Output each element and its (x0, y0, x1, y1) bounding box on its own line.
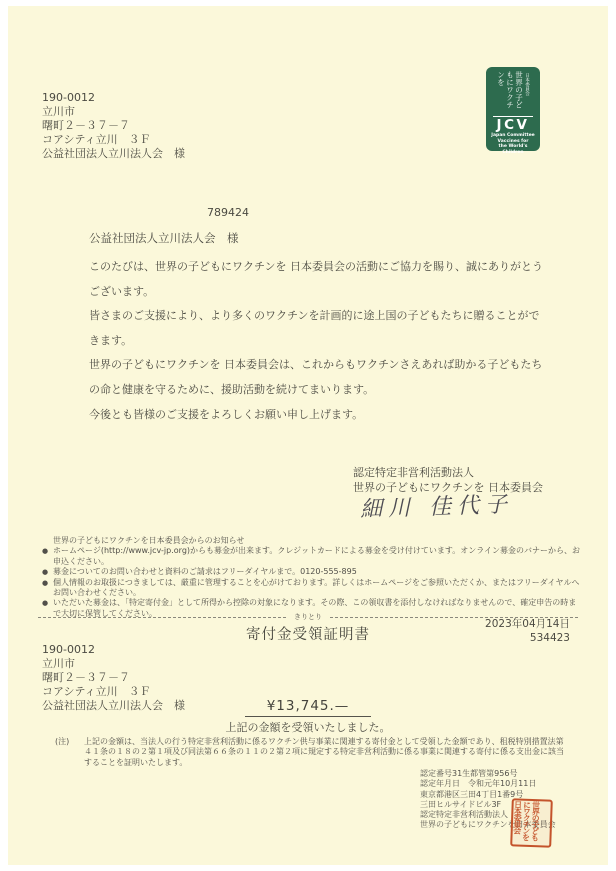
issuer-org-name: 世界の子どもにワクチンを日本委員会 (420, 820, 556, 830)
issuer-org-type: 認定特定非営利活動法人 (420, 810, 508, 820)
receipt-confirmation: 上記の金額を受領いたしました。 (225, 721, 391, 734)
signer-org-type: 認定特定非営利活動法人 (353, 466, 474, 479)
address-building: コアシティ立川 ３Ｆ (42, 133, 151, 146)
receipt-meta (485, 618, 570, 645)
footnote-text: 上記の金額は、当法人の行う特定非営利活動に係るワクチン供与事業に関連する寄付金として受領した金額であり、租税特別措置法第４１条の１８の２第１項及び同法第６６条の１１の２第２項に規定する特定非営利活動に係る事業に関連する寄付に係る支出金に該当することを証明いたします。 (84, 737, 564, 767)
cut-line-dash (38, 617, 286, 618)
body-line: 世界の子どもにワクチンを 日本委員会は、これからもワクチンさえあれば助かる子どもたち (89, 358, 543, 372)
logo-slogan-text: 世界の子どもにワクチンを (496, 71, 524, 109)
bullet-icon: ● (42, 599, 49, 608)
notice-item-text: 募金についてのお問い合わせと資料のご請求はフリーダイヤルまで。0120-555-895 (53, 567, 357, 577)
address-city: 立川市 (42, 657, 75, 670)
receipt-serial-number: 534423 (529, 631, 570, 644)
receipt-footnote (55, 737, 570, 768)
bullet-icon: ● (42, 568, 49, 577)
body-line: 今後とも皆様のご支援をよろしくお願い申し上げます。 (89, 407, 364, 421)
body-line: きます。 (89, 333, 133, 347)
issuer-cert-number: 認定番号31生都管第956号 (420, 769, 518, 778)
official-seal-stamp (510, 798, 553, 847)
body-line: 皆さまのご支援により、より多くのワクチンを計画的に途上国の子どもたちに贈ることがで (89, 309, 540, 323)
footnote-label: (注) (55, 737, 70, 746)
bullet-icon: ● (42, 547, 49, 556)
jcv-logo (486, 67, 540, 155)
logo-subtitle-line: Vaccines for (497, 138, 529, 144)
body-line: ございます。 (89, 284, 155, 298)
notice-item (42, 578, 583, 599)
logo-subtitle-line: Japan Committee (491, 133, 535, 138)
notice-item-text: 個人情報のお取扱につきましては、厳重に管理することを心がけております。詳しくはホームページをご参照いただくか、またはフリーダイヤルへお問い合わせください。 (53, 577, 580, 598)
logo-subtitle (489, 133, 537, 155)
recipient-name: 公益社団法人立川法人会 様 (42, 147, 185, 160)
letter-body (89, 255, 609, 427)
notice-heading: 世界の子どもにワクチンを日本委員会からのお知らせ (53, 536, 245, 545)
recipient-address-block (42, 91, 185, 161)
salutation: 公益社団法人立川法人会 様 (89, 231, 239, 245)
logo-subtitle-line: the World's Children (498, 144, 528, 155)
receipt-title: 寄付金受領証明書 (246, 627, 370, 643)
address-building: コアシティ立川 ３Ｆ (42, 685, 151, 698)
issuer-address-line1: 東京都港区三田4丁目1番9号 (420, 789, 524, 799)
issuer-cert-date: 認定年月日 令和元年10月11日 (420, 779, 537, 789)
seal-text: 世界の子どもにワクチンを日本委員会 (512, 800, 541, 841)
receipt-date: 2023年04月14日 (485, 618, 570, 630)
cut-line-label: きりとり (294, 613, 322, 621)
issuer-address-line2: 三田ヒルサイドビル3F (420, 799, 502, 809)
body-line: このたびは、世界の子どもにワクチンを 日本委員会の活動にご協力を賜り、誠にありがとう (89, 260, 543, 273)
notice-item-text: ホームページ(http://www.jcv-jp.org)からも募金が出来ます。クレジットカードによる募金を受け付けています。オンライン募金のバナーから、お申込ください。 (53, 546, 581, 566)
postal-code: 190-0012 (42, 91, 95, 104)
amount-row (0, 695, 616, 717)
signer-org-name: 世界の子どもにワクチンを 日本委員会 (353, 480, 543, 494)
notice-section (42, 536, 583, 619)
body-line: の命と健康を守るために、援助活動を続けてまいります。 (89, 382, 375, 396)
address-city: 立川市 (42, 105, 75, 118)
notice-item-text: いただいた募金は、「特定寄付金」として所得から控除の対象になります。その際、この領収書を添付しなければなりませんので、確定申告の時まで大切に保管してください。 (53, 598, 577, 618)
recipient-name: 公益社団法人立川法人会 様 (42, 699, 185, 712)
jcv-logo-vertical-text (489, 71, 537, 115)
address-street: 曙町２－３７－７ (42, 119, 130, 132)
logo-acronym: JCV (496, 117, 530, 133)
bullet-icon: ● (42, 578, 49, 587)
postal-code: 190-0012 (42, 643, 95, 656)
reference-number: 789424 (207, 206, 249, 219)
address-street: 曙町２－３７－７ (42, 671, 130, 684)
notice-item (42, 546, 583, 567)
notice-item (42, 567, 583, 577)
donation-amount: ¥13,745.— (245, 698, 372, 717)
logo-committee-text: 日本委員会 (524, 73, 530, 96)
handwritten-signature: 細川 佳代子 (359, 492, 514, 523)
